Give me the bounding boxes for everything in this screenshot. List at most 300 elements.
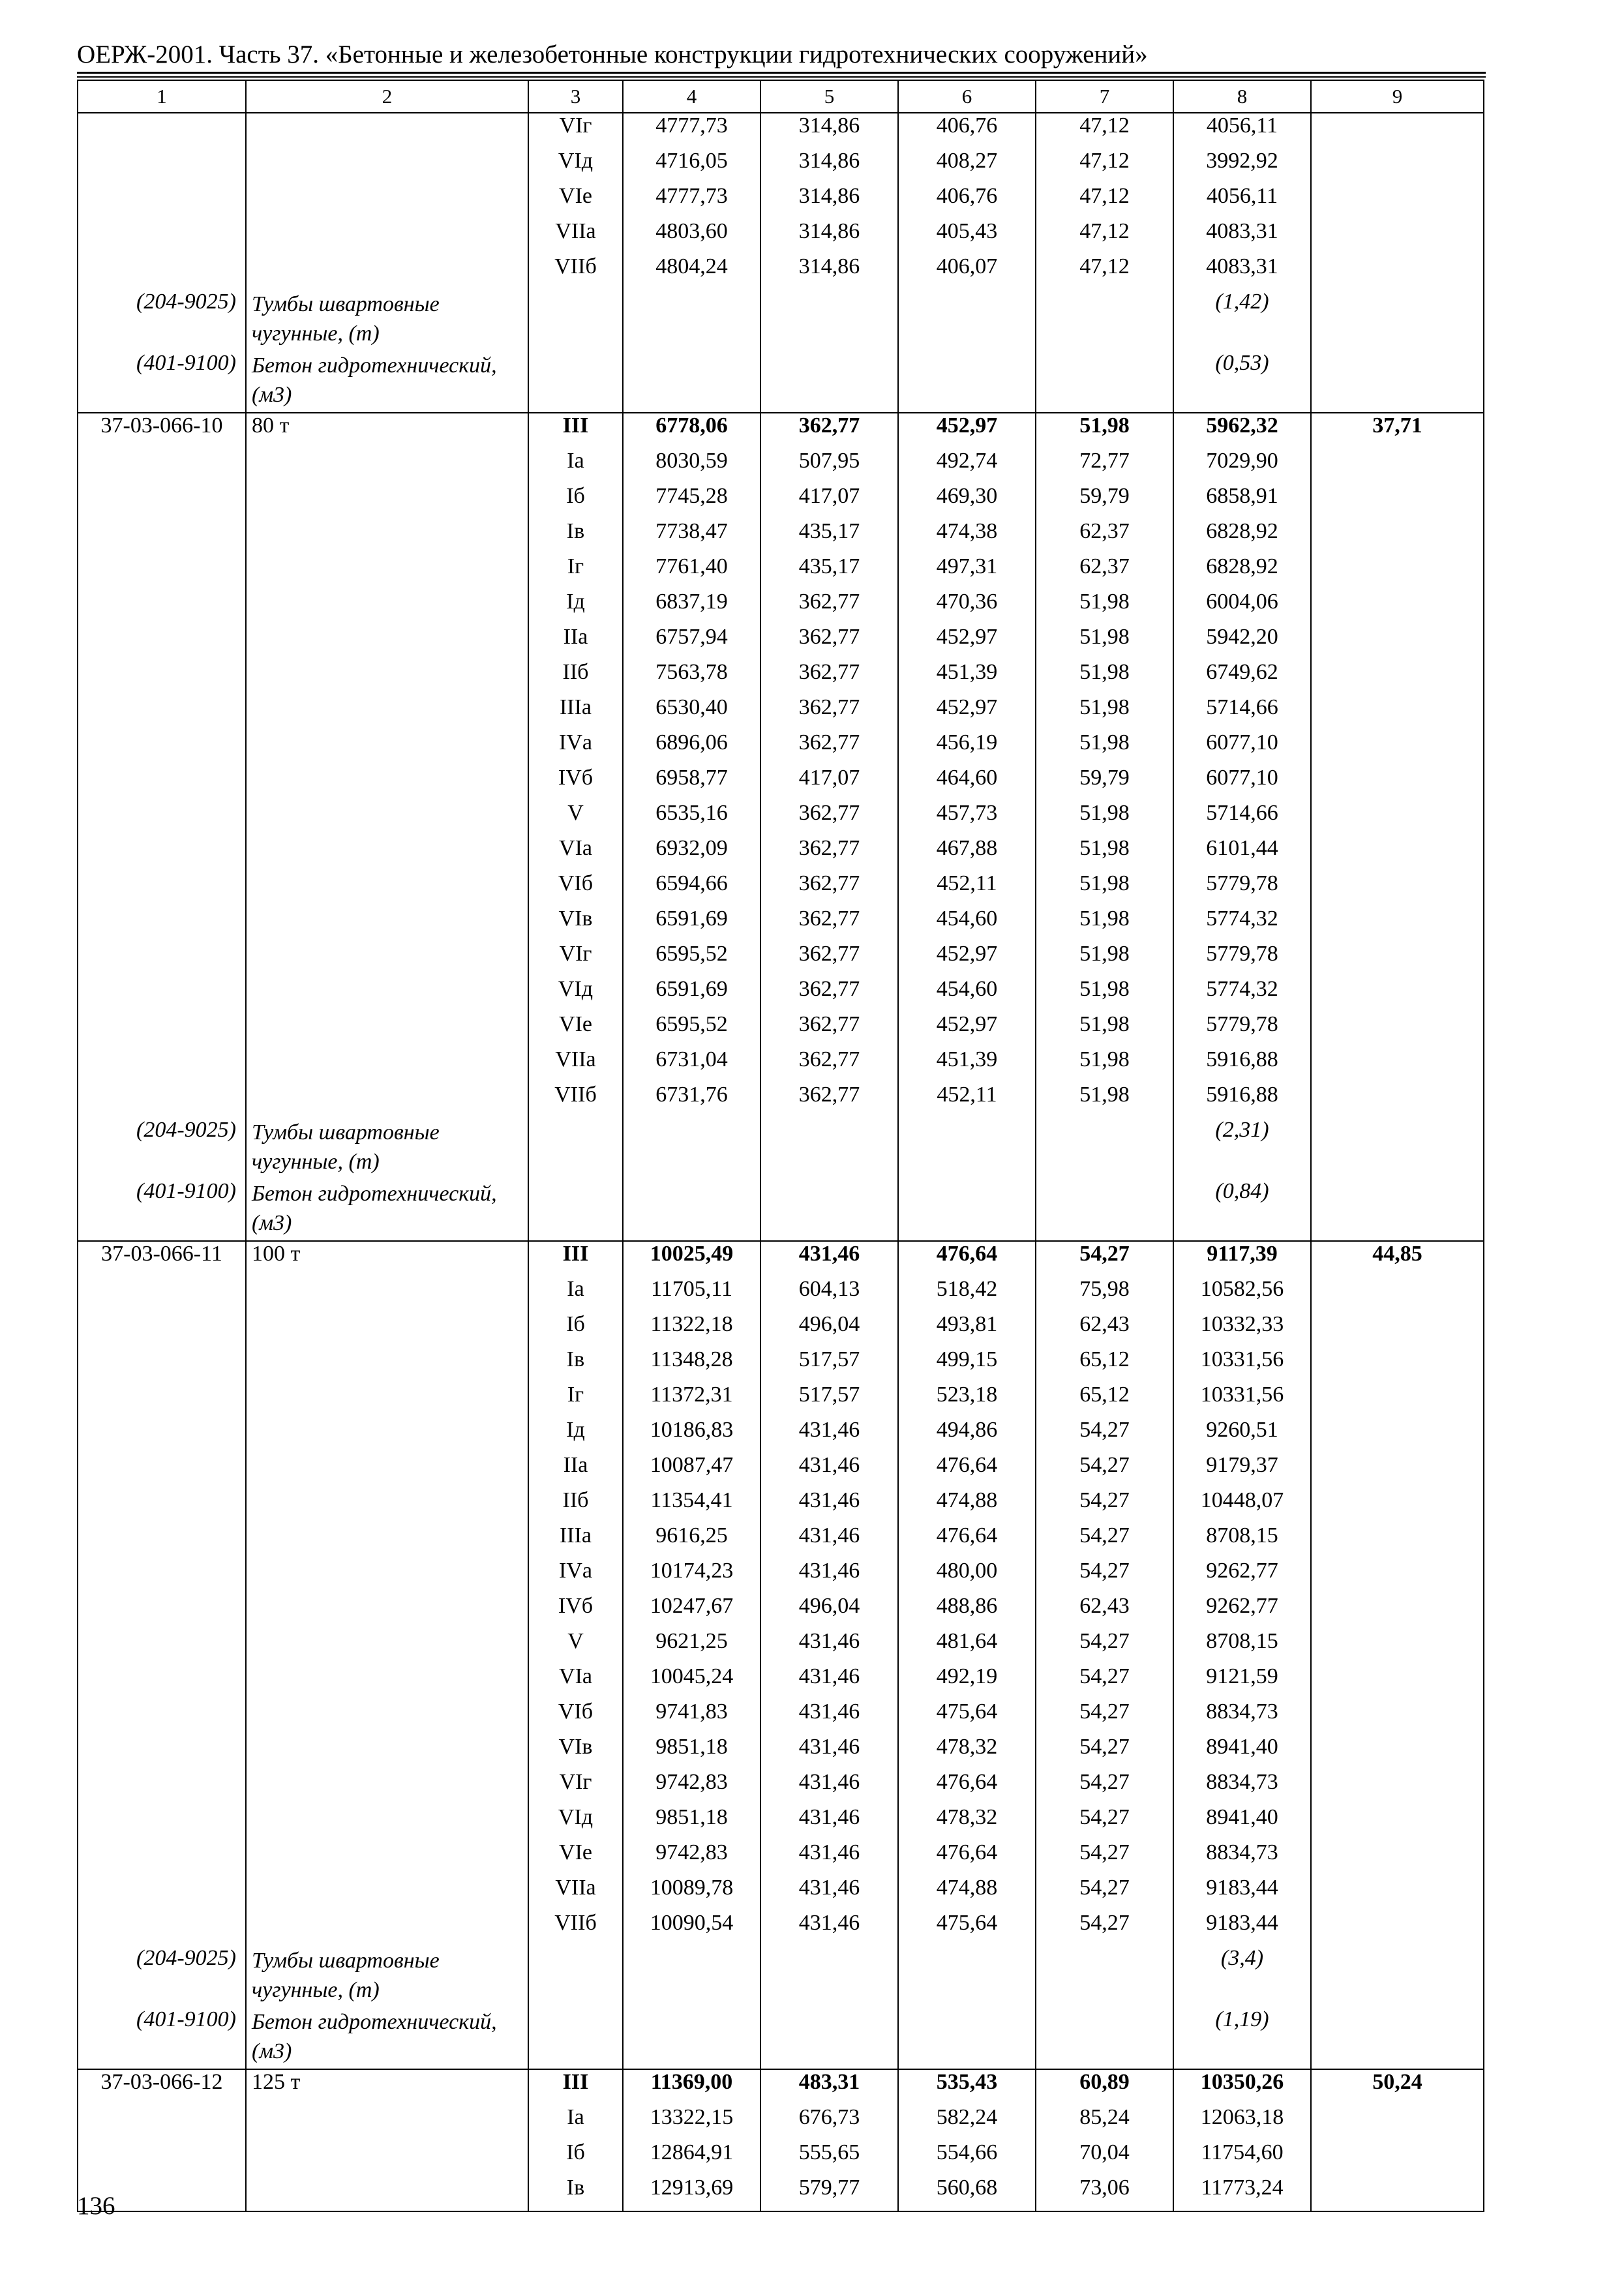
total-cost bbox=[623, 1118, 760, 1179]
resource-name bbox=[246, 836, 528, 871]
total-cost: 6591,69 bbox=[623, 977, 760, 1012]
resource-row bbox=[78, 2007, 1484, 2069]
wages: 417,07 bbox=[760, 766, 898, 801]
machine-cost: 492,74 bbox=[898, 449, 1036, 484]
resource-name bbox=[246, 1383, 528, 1418]
zone-code: III bbox=[528, 413, 623, 449]
rate-main-row bbox=[78, 1241, 1484, 1277]
wages: 314,86 bbox=[760, 219, 898, 254]
machinist-wages: 54,27 bbox=[1036, 1699, 1173, 1735]
total-cost: 10025,49 bbox=[623, 1241, 760, 1277]
machinist-wages: 47,12 bbox=[1036, 149, 1173, 184]
total-cost bbox=[623, 351, 760, 413]
wages: 431,46 bbox=[760, 1840, 898, 1876]
rate-code bbox=[78, 1770, 246, 1805]
rate-code bbox=[78, 1559, 246, 1594]
machine-cost: 488,86 bbox=[898, 1594, 1036, 1629]
rate-code bbox=[78, 149, 246, 184]
zone-code: VIв bbox=[528, 1735, 623, 1770]
machine-cost: 582,24 bbox=[898, 2105, 1036, 2140]
zone-code: VIе bbox=[528, 184, 623, 219]
machine-cost: 481,64 bbox=[898, 1629, 1036, 1664]
total-cost: 10186,83 bbox=[623, 1418, 760, 1453]
zone-code: VIв bbox=[528, 906, 623, 942]
total-cost: 6932,09 bbox=[623, 836, 760, 871]
rate-code bbox=[78, 1277, 246, 1312]
total-cost bbox=[623, 1946, 760, 2007]
labor-hours bbox=[1311, 2140, 1484, 2176]
wages: 314,86 bbox=[760, 254, 898, 290]
wages: 362,77 bbox=[760, 1012, 898, 1047]
machinist-wages bbox=[1036, 1118, 1173, 1179]
rate-code bbox=[78, 184, 246, 219]
machinist-wages: 54,27 bbox=[1036, 1488, 1173, 1523]
machinist-wages: 59,79 bbox=[1036, 484, 1173, 519]
machine-cost: 474,38 bbox=[898, 519, 1036, 554]
labor-hours: 50,24 bbox=[1311, 2069, 1484, 2105]
labor-hours bbox=[1311, 2105, 1484, 2140]
machinist-wages: 54,27 bbox=[1036, 1418, 1173, 1453]
total-cost: 11354,41 bbox=[623, 1488, 760, 1523]
materials-cost: 6828,92 bbox=[1173, 554, 1311, 590]
machinist-wages: 65,12 bbox=[1036, 1347, 1173, 1383]
machine-cost: 480,00 bbox=[898, 1559, 1036, 1594]
resource-name bbox=[246, 184, 528, 219]
zone-code bbox=[528, 1179, 623, 1241]
header-rule bbox=[77, 72, 1486, 74]
zone-code: VIа bbox=[528, 836, 623, 871]
labor-hours bbox=[1311, 184, 1484, 219]
machinist-wages: 47,12 bbox=[1036, 184, 1173, 219]
materials-cost: 9262,77 bbox=[1173, 1559, 1311, 1594]
total-cost: 9851,18 bbox=[623, 1735, 760, 1770]
labor-hours bbox=[1311, 351, 1484, 413]
labor-hours bbox=[1311, 625, 1484, 660]
rate-code bbox=[78, 1012, 246, 1047]
resource-name bbox=[246, 1735, 528, 1770]
machinist-wages: 60,89 bbox=[1036, 2069, 1173, 2105]
rate-code bbox=[78, 113, 246, 149]
labor-hours bbox=[1311, 1805, 1484, 1840]
rate-code bbox=[78, 1699, 246, 1735]
table-row bbox=[78, 1277, 1484, 1312]
table-row bbox=[78, 942, 1484, 977]
zone-code: Iб bbox=[528, 1312, 623, 1347]
rate-code bbox=[78, 871, 246, 906]
machinist-wages: 54,27 bbox=[1036, 1876, 1173, 1911]
table-row bbox=[78, 149, 1484, 184]
resource-name bbox=[246, 660, 528, 695]
table-row bbox=[78, 1911, 1484, 1946]
total-cost: 10045,24 bbox=[623, 1664, 760, 1699]
total-cost: 4803,60 bbox=[623, 219, 760, 254]
total-cost: 6594,66 bbox=[623, 871, 760, 906]
total-cost: 6731,04 bbox=[623, 1047, 760, 1083]
resource-name bbox=[246, 1664, 528, 1699]
resource-name: Бетон гидротехнический, (м3) bbox=[246, 1179, 528, 1241]
machinist-wages: 51,98 bbox=[1036, 730, 1173, 766]
machine-cost: 406,76 bbox=[898, 184, 1036, 219]
machinist-wages: 51,98 bbox=[1036, 871, 1173, 906]
machinist-wages bbox=[1036, 2007, 1173, 2069]
zone-code: Iд bbox=[528, 590, 623, 625]
wages: 362,77 bbox=[760, 836, 898, 871]
machinist-wages bbox=[1036, 351, 1173, 413]
labor-hours bbox=[1311, 1347, 1484, 1383]
machine-cost: 523,18 bbox=[898, 1383, 1036, 1418]
resource-name bbox=[246, 1047, 528, 1083]
machine-cost: 452,97 bbox=[898, 695, 1036, 730]
table-row bbox=[78, 695, 1484, 730]
rate-code bbox=[78, 1312, 246, 1347]
wages: 676,73 bbox=[760, 2105, 898, 2140]
zone-code: VIе bbox=[528, 1012, 623, 1047]
zone-code: VIIб bbox=[528, 1911, 623, 1946]
wages: 362,77 bbox=[760, 977, 898, 1012]
machinist-wages: 54,27 bbox=[1036, 1840, 1173, 1876]
machinist-wages: 54,27 bbox=[1036, 1805, 1173, 1840]
zone-code: IVб bbox=[528, 766, 623, 801]
total-cost: 7738,47 bbox=[623, 519, 760, 554]
labor-hours bbox=[1311, 1594, 1484, 1629]
total-cost: 11372,31 bbox=[623, 1383, 760, 1418]
total-cost: 11348,28 bbox=[623, 1347, 760, 1383]
rate-code bbox=[78, 1876, 246, 1911]
machinist-wages: 62,37 bbox=[1036, 554, 1173, 590]
materials-cost: 9183,44 bbox=[1173, 1876, 1311, 1911]
labor-hours bbox=[1311, 1876, 1484, 1911]
table-row bbox=[78, 871, 1484, 906]
column-number: 3 bbox=[528, 80, 623, 113]
resource-name: 100 т bbox=[246, 1241, 528, 1277]
machine-cost: 476,64 bbox=[898, 1770, 1036, 1805]
zone-code: III bbox=[528, 1241, 623, 1277]
machinist-wages: 54,27 bbox=[1036, 1241, 1173, 1277]
zone-code: Iа bbox=[528, 2105, 623, 2140]
materials-cost: 8941,40 bbox=[1173, 1735, 1311, 1770]
labor-hours bbox=[1311, 1488, 1484, 1523]
total-cost: 6837,19 bbox=[623, 590, 760, 625]
wages: 517,57 bbox=[760, 1347, 898, 1383]
column-number: 2 bbox=[246, 80, 528, 113]
machine-cost: 474,88 bbox=[898, 1488, 1036, 1523]
zone-code: Iв bbox=[528, 2176, 623, 2211]
machinist-wages: 51,98 bbox=[1036, 625, 1173, 660]
machinist-wages bbox=[1036, 290, 1173, 351]
rate-code bbox=[78, 1047, 246, 1083]
wages: 496,04 bbox=[760, 1594, 898, 1629]
rate-main-row bbox=[78, 413, 1484, 449]
zone-code: VIа bbox=[528, 1664, 623, 1699]
table-row bbox=[78, 1312, 1484, 1347]
wages bbox=[760, 1946, 898, 2007]
resource-name bbox=[246, 1523, 528, 1559]
materials-cost: 6077,10 bbox=[1173, 730, 1311, 766]
materials-cost: 9260,51 bbox=[1173, 1418, 1311, 1453]
rate-code: (401-9100) bbox=[78, 2007, 246, 2069]
labor-hours bbox=[1311, 1083, 1484, 1118]
labor-hours bbox=[1311, 449, 1484, 484]
wages: 362,77 bbox=[760, 1047, 898, 1083]
zone-code: IVа bbox=[528, 730, 623, 766]
materials-cost: 9183,44 bbox=[1173, 1911, 1311, 1946]
wages: 431,46 bbox=[760, 1629, 898, 1664]
labor-hours bbox=[1311, 254, 1484, 290]
rates-table bbox=[77, 80, 1484, 2212]
zone-code: V bbox=[528, 801, 623, 836]
machine-cost: 494,86 bbox=[898, 1418, 1036, 1453]
materials-cost: 6749,62 bbox=[1173, 660, 1311, 695]
zone-code bbox=[528, 290, 623, 351]
machine-cost: 464,60 bbox=[898, 766, 1036, 801]
machine-cost: 478,32 bbox=[898, 1735, 1036, 1770]
resource-name bbox=[246, 519, 528, 554]
resource-name bbox=[246, 1312, 528, 1347]
column-number: 1 bbox=[78, 80, 246, 113]
zone-code: VIд bbox=[528, 1805, 623, 1840]
labor-hours bbox=[1311, 1179, 1484, 1241]
rate-code: (204-9025) bbox=[78, 1946, 246, 2007]
zone-code: IIIа bbox=[528, 695, 623, 730]
machinist-wages: 62,43 bbox=[1036, 1594, 1173, 1629]
materials-cost: (0,84) bbox=[1173, 1179, 1311, 1241]
rate-code: 37-03-066-10 bbox=[78, 413, 246, 449]
total-cost: 4777,73 bbox=[623, 113, 760, 149]
labor-hours bbox=[1311, 730, 1484, 766]
machinist-wages: 54,27 bbox=[1036, 1911, 1173, 1946]
labor-hours bbox=[1311, 554, 1484, 590]
machine-cost: 518,42 bbox=[898, 1277, 1036, 1312]
column-number: 4 bbox=[623, 80, 760, 113]
wages: 417,07 bbox=[760, 484, 898, 519]
table-row bbox=[78, 184, 1484, 219]
machine-cost: 454,60 bbox=[898, 906, 1036, 942]
wages: 435,17 bbox=[760, 554, 898, 590]
total-cost: 4716,05 bbox=[623, 149, 760, 184]
total-cost: 7563,78 bbox=[623, 660, 760, 695]
total-cost: 6535,16 bbox=[623, 801, 760, 836]
materials-cost: (2,31) bbox=[1173, 1118, 1311, 1179]
machinist-wages: 73,06 bbox=[1036, 2176, 1173, 2211]
wages: 431,46 bbox=[760, 1770, 898, 1805]
table-row bbox=[78, 1523, 1484, 1559]
total-cost: 9616,25 bbox=[623, 1523, 760, 1559]
machine-cost: 452,11 bbox=[898, 1083, 1036, 1118]
rate-code bbox=[78, 1840, 246, 1876]
table-row bbox=[78, 836, 1484, 871]
materials-cost: 11754,60 bbox=[1173, 2140, 1311, 2176]
labor-hours bbox=[1311, 1012, 1484, 1047]
total-cost: 9621,25 bbox=[623, 1629, 760, 1664]
materials-cost: 8834,73 bbox=[1173, 1840, 1311, 1876]
machine-cost bbox=[898, 1946, 1036, 2007]
resource-name bbox=[246, 2140, 528, 2176]
rate-code bbox=[78, 625, 246, 660]
materials-cost: 4056,11 bbox=[1173, 113, 1311, 149]
total-cost: 4777,73 bbox=[623, 184, 760, 219]
zone-code: VIб bbox=[528, 871, 623, 906]
column-number: 6 bbox=[898, 80, 1036, 113]
resource-row bbox=[78, 351, 1484, 413]
resource-name: Тумбы швартовные чугунные, (т) bbox=[246, 1118, 528, 1179]
materials-cost: 3992,92 bbox=[1173, 149, 1311, 184]
machinist-wages: 54,27 bbox=[1036, 1664, 1173, 1699]
zone-code: Iв bbox=[528, 1347, 623, 1383]
resource-name: Бетон гидротехнический, (м3) bbox=[246, 351, 528, 413]
total-cost: 6595,52 bbox=[623, 1012, 760, 1047]
resource-name bbox=[246, 942, 528, 977]
zone-code: VIIб bbox=[528, 254, 623, 290]
table-row bbox=[78, 449, 1484, 484]
machine-cost: 467,88 bbox=[898, 836, 1036, 871]
total-cost: 10174,23 bbox=[623, 1559, 760, 1594]
resource-row bbox=[78, 1946, 1484, 2007]
page-number: 136 bbox=[77, 2192, 115, 2220]
materials-cost: 4083,31 bbox=[1173, 254, 1311, 290]
rate-code bbox=[78, 1418, 246, 1453]
materials-cost: 7029,90 bbox=[1173, 449, 1311, 484]
machinist-wages bbox=[1036, 1946, 1173, 2007]
wages: 517,57 bbox=[760, 1383, 898, 1418]
table-row bbox=[78, 801, 1484, 836]
rate-code bbox=[78, 554, 246, 590]
column-number: 5 bbox=[760, 80, 898, 113]
total-cost: 6530,40 bbox=[623, 695, 760, 730]
machinist-wages: 51,98 bbox=[1036, 1047, 1173, 1083]
machinist-wages: 51,98 bbox=[1036, 1012, 1173, 1047]
table-row bbox=[78, 1664, 1484, 1699]
table-row bbox=[78, 1699, 1484, 1735]
labor-hours bbox=[1311, 113, 1484, 149]
wages bbox=[760, 2007, 898, 2069]
machinist-wages: 59,79 bbox=[1036, 766, 1173, 801]
rate-code bbox=[78, 590, 246, 625]
materials-cost: 10331,56 bbox=[1173, 1383, 1311, 1418]
labor-hours bbox=[1311, 977, 1484, 1012]
machine-cost: 452,97 bbox=[898, 942, 1036, 977]
total-cost bbox=[623, 2007, 760, 2069]
labor-hours bbox=[1311, 1047, 1484, 1083]
total-cost: 6958,77 bbox=[623, 766, 760, 801]
wages: 362,77 bbox=[760, 590, 898, 625]
machine-cost: 451,39 bbox=[898, 660, 1036, 695]
total-cost: 13322,15 bbox=[623, 2105, 760, 2140]
zone-code: Iа bbox=[528, 1277, 623, 1312]
wages: 362,77 bbox=[760, 413, 898, 449]
materials-cost: 5962,32 bbox=[1173, 413, 1311, 449]
wages: 431,46 bbox=[760, 1911, 898, 1946]
materials-cost: 5916,88 bbox=[1173, 1047, 1311, 1083]
machine-cost: 474,88 bbox=[898, 1876, 1036, 1911]
wages: 431,46 bbox=[760, 1523, 898, 1559]
resource-name bbox=[246, 484, 528, 519]
materials-cost: 9179,37 bbox=[1173, 1453, 1311, 1488]
resource-name bbox=[246, 977, 528, 1012]
rate-code bbox=[78, 1523, 246, 1559]
table-row bbox=[78, 730, 1484, 766]
rate-code bbox=[78, 1629, 246, 1664]
materials-cost: 8708,15 bbox=[1173, 1629, 1311, 1664]
materials-cost: 5714,66 bbox=[1173, 695, 1311, 730]
labor-hours: 44,85 bbox=[1311, 1241, 1484, 1277]
materials-cost: 10448,07 bbox=[1173, 1488, 1311, 1523]
rate-code: (401-9100) bbox=[78, 1179, 246, 1241]
resource-name bbox=[246, 113, 528, 149]
machine-cost bbox=[898, 290, 1036, 351]
labor-hours bbox=[1311, 2007, 1484, 2069]
zone-code: III bbox=[528, 2069, 623, 2105]
machinist-wages: 85,24 bbox=[1036, 2105, 1173, 2140]
table-row bbox=[78, 519, 1484, 554]
zone-code: Iа bbox=[528, 449, 623, 484]
zone-code bbox=[528, 2007, 623, 2069]
total-cost: 7761,40 bbox=[623, 554, 760, 590]
machine-cost: 475,64 bbox=[898, 1699, 1036, 1735]
total-cost: 11705,11 bbox=[623, 1277, 760, 1312]
machine-cost: 476,64 bbox=[898, 1523, 1036, 1559]
machinist-wages: 51,98 bbox=[1036, 942, 1173, 977]
machinist-wages bbox=[1036, 1179, 1173, 1241]
zone-code: VIд bbox=[528, 149, 623, 184]
total-cost: 11322,18 bbox=[623, 1312, 760, 1347]
labor-hours bbox=[1311, 1664, 1484, 1699]
total-cost: 12913,69 bbox=[623, 2176, 760, 2211]
machine-cost: 554,66 bbox=[898, 2140, 1036, 2176]
zone-code: VIг bbox=[528, 1770, 623, 1805]
machine-cost: 405,43 bbox=[898, 219, 1036, 254]
resource-name: 125 т bbox=[246, 2069, 528, 2105]
machinist-wages: 51,98 bbox=[1036, 801, 1173, 836]
machine-cost: 406,07 bbox=[898, 254, 1036, 290]
labor-hours bbox=[1311, 1770, 1484, 1805]
machine-cost: 476,64 bbox=[898, 1840, 1036, 1876]
zone-code: IIIа bbox=[528, 1523, 623, 1559]
labor-hours bbox=[1311, 942, 1484, 977]
machine-cost: 478,32 bbox=[898, 1805, 1036, 1840]
machine-cost: 456,19 bbox=[898, 730, 1036, 766]
machine-cost: 451,39 bbox=[898, 1047, 1036, 1083]
machine-cost: 497,31 bbox=[898, 554, 1036, 590]
resource-name bbox=[246, 801, 528, 836]
materials-cost: 9121,59 bbox=[1173, 1664, 1311, 1699]
table-row bbox=[78, 1559, 1484, 1594]
zone-code: IVб bbox=[528, 1594, 623, 1629]
resource-name bbox=[246, 1840, 528, 1876]
resource-name: Тумбы швартовные чугунные, (т) bbox=[246, 1946, 528, 2007]
total-cost: 9742,83 bbox=[623, 1770, 760, 1805]
labor-hours bbox=[1311, 1629, 1484, 1664]
resource-name bbox=[246, 1594, 528, 1629]
machine-cost: 476,64 bbox=[898, 1453, 1036, 1488]
total-cost: 9741,83 bbox=[623, 1699, 760, 1735]
resource-name bbox=[246, 1488, 528, 1523]
machine-cost: 406,76 bbox=[898, 113, 1036, 149]
zone-code: Iг bbox=[528, 1383, 623, 1418]
machinist-wages: 51,98 bbox=[1036, 836, 1173, 871]
machinist-wages: 70,04 bbox=[1036, 2140, 1173, 2176]
zone-code: VIг bbox=[528, 113, 623, 149]
resource-name bbox=[246, 1012, 528, 1047]
materials-cost: 5714,66 bbox=[1173, 801, 1311, 836]
table-row bbox=[78, 113, 1484, 149]
machine-cost: 457,73 bbox=[898, 801, 1036, 836]
wages: 496,04 bbox=[760, 1312, 898, 1347]
labor-hours bbox=[1311, 660, 1484, 695]
resource-name bbox=[246, 625, 528, 660]
wages: 362,77 bbox=[760, 1083, 898, 1118]
total-cost: 10090,54 bbox=[623, 1911, 760, 1946]
zone-code: IIб bbox=[528, 1488, 623, 1523]
